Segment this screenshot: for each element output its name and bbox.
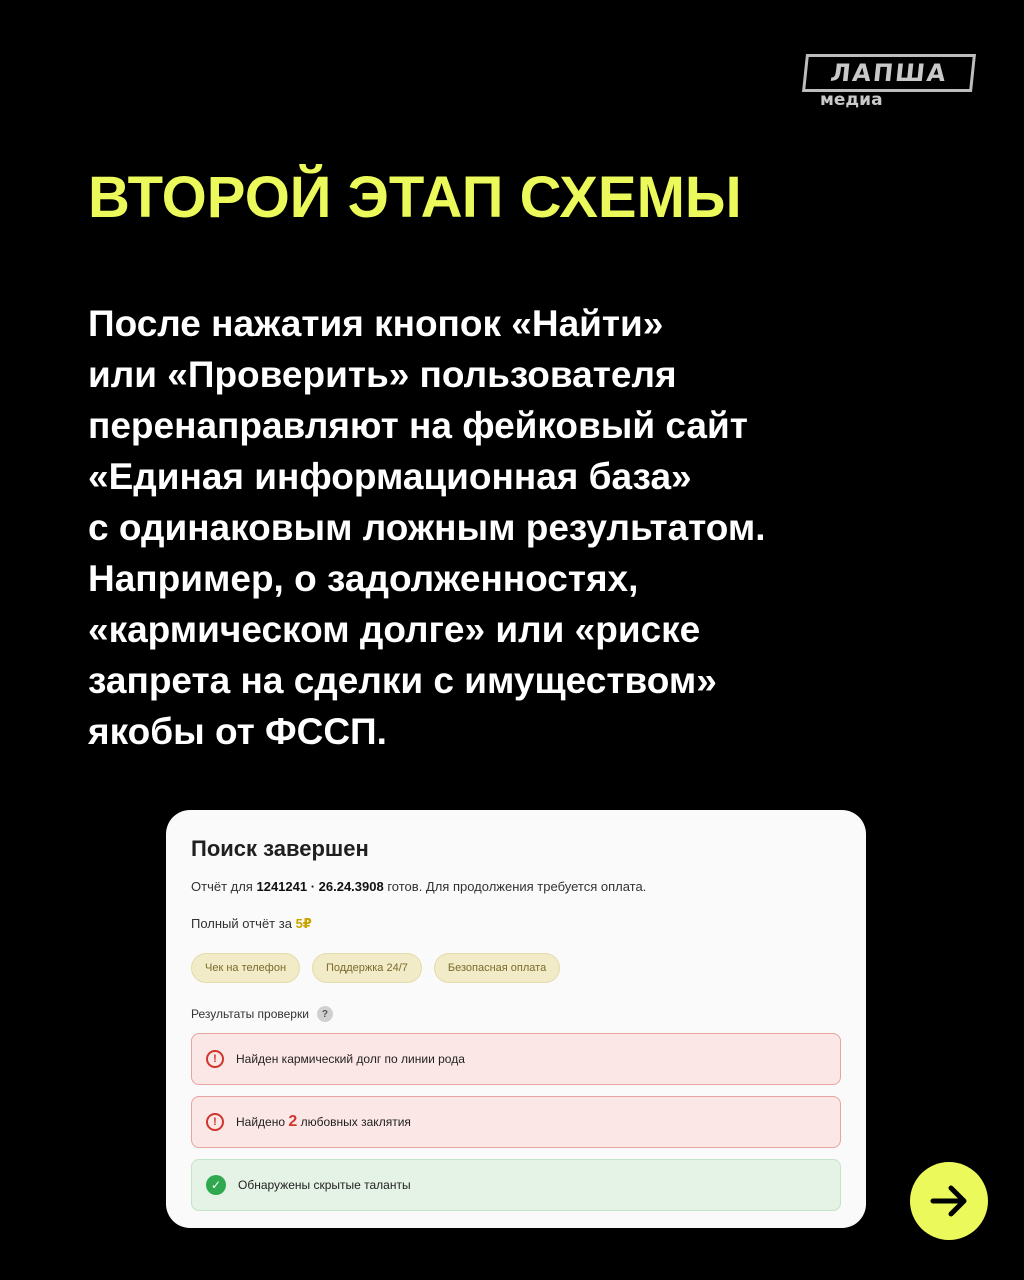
- result-text: Обнаружены скрытые таланты: [238, 1178, 411, 1192]
- result-count: 2: [288, 1113, 298, 1130]
- report-prefix: Отчёт для: [191, 879, 253, 894]
- price-line: [191, 916, 312, 932]
- result-suffix: любовных заклятия: [300, 1115, 411, 1129]
- results-heading: [191, 1006, 333, 1022]
- body-line: «Единая информационная база»: [88, 456, 692, 497]
- result-text: [236, 1113, 411, 1131]
- report-suffix: готов. Для продолжения требуется оплата.: [387, 879, 647, 894]
- next-button[interactable]: [910, 1162, 988, 1240]
- price-value: 5₽: [295, 916, 312, 931]
- search-result-card: [166, 810, 866, 1228]
- result-item: [191, 1159, 841, 1211]
- page-title: ВТОРОЙ ЭТАП СХЕМЫ: [88, 165, 742, 230]
- warning-icon: !: [206, 1050, 224, 1068]
- results-label: Результаты проверки: [191, 1007, 309, 1021]
- help-icon[interactable]: ?: [317, 1006, 333, 1022]
- result-item: [191, 1096, 841, 1148]
- warning-icon: !: [206, 1113, 224, 1131]
- feature-chips: [191, 953, 560, 983]
- chip-support[interactable]: Поддержка 24/7: [312, 953, 422, 983]
- report-id: 1241241 · 26.24.3908: [256, 879, 384, 894]
- chip-secure-payment[interactable]: Безопасная оплата: [434, 953, 560, 983]
- body-line: Например, о задолженностях,: [88, 558, 639, 599]
- card-title: Поиск завершен: [191, 836, 369, 861]
- arrow-right-icon: [927, 1179, 971, 1223]
- body-text: [88, 298, 948, 757]
- result-prefix: Найдено: [236, 1115, 286, 1129]
- body-line: запрета на сделки с имуществом»: [88, 660, 717, 701]
- body-line: с одинаковым ложным результатом.: [88, 507, 766, 548]
- chip-receipt[interactable]: Чек на телефон: [191, 953, 300, 983]
- brand-name: ЛАПША: [829, 59, 949, 87]
- check-icon: ✓: [206, 1175, 226, 1195]
- price-label: Полный отчёт за: [191, 916, 292, 931]
- body-line: или «Проверить» пользователя: [88, 354, 677, 395]
- brand-logo: [804, 54, 980, 118]
- report-status: [191, 879, 646, 894]
- brand-logo-box: [802, 54, 976, 92]
- body-line: После нажатия кнопок «Найти»: [88, 303, 664, 344]
- brand-sub: медиа: [820, 90, 883, 110]
- body-line: «кармическом долге» или «риске: [88, 609, 701, 650]
- body-line: перенаправляют на фейковый сайт: [88, 405, 748, 446]
- result-item: [191, 1033, 841, 1085]
- result-text: Найден кармический долг по линии рода: [236, 1052, 465, 1066]
- body-line: якобы от ФССП.: [88, 711, 387, 752]
